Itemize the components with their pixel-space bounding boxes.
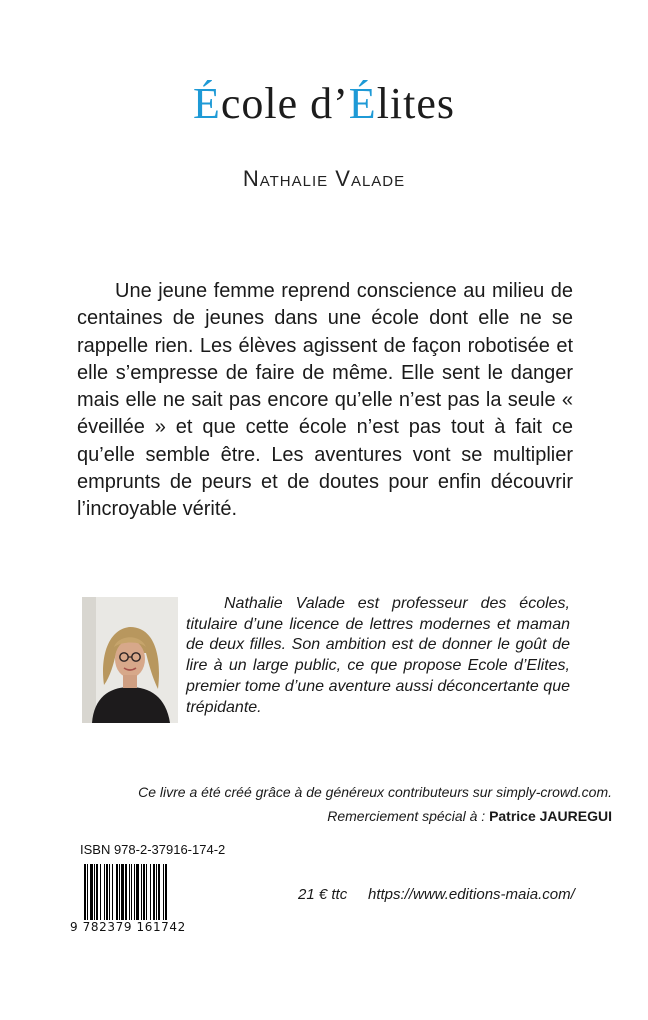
barcode-bar	[87, 864, 88, 920]
author-portrait-image	[82, 597, 178, 723]
barcode-bar	[153, 864, 155, 920]
special-thanks-name: Patrice JAUREGUI	[489, 808, 612, 824]
barcode-bar	[104, 864, 105, 920]
barcode-bar	[100, 864, 101, 920]
title-part-1: cole d’	[220, 79, 349, 128]
price: 21 € ttc	[298, 886, 348, 903]
barcode-bar	[84, 864, 86, 920]
author-photo	[82, 597, 178, 723]
barcode-bar	[136, 864, 139, 920]
barcode-bar	[146, 864, 147, 920]
barcode-icon	[80, 862, 196, 924]
author-name	[0, 166, 648, 192]
author-biography: Nathalie Valade est professeur des écoles, titulaire d’une licence de lettres modernes et maman de deux filles. Son ambition est de donner le goût de lire à un large public, ce que propose Ecole d’Elites, premier tome d’une aventure aussi déconcertante que trépidante.	[186, 595, 570, 716]
barcode-bar	[141, 864, 142, 920]
barcode-bar	[134, 864, 135, 920]
barcode-bar	[106, 864, 108, 920]
barcode-bar	[129, 864, 130, 920]
isbn-label: ISBN 978-2-37916-174-2	[80, 842, 226, 857]
barcode-bar	[121, 864, 124, 920]
book-title	[0, 78, 648, 129]
crowdfunding-credit: Ce livre a été créé grâce à de généreux contributeurs sur simply-crowd.com.	[138, 784, 612, 800]
author-first-name: Nathalie	[242, 166, 329, 191]
barcode-bar	[90, 864, 93, 920]
barcode-bar	[116, 864, 118, 920]
barcode	[80, 862, 196, 924]
special-thanks-label: Remerciement spécial à :	[327, 808, 490, 824]
barcode-bar	[96, 864, 98, 920]
book-summary: Une jeune femme reprend conscience au milieu de centaines de jeunes dans une école dont elle ne se rappelle rien. Les élèves agissent de façon robotisée et elle s’empresse de faire de même. Elle sent le danger mais elle ne sait pas encore qu’elle n’est pas la seule « éveillée » et que cette école n’est pas tout à fait ce qu’elle semble être. Les aventures vont se multiplier emprunts de peurs et de doutes pour enfin découvrir l’incroyable vérité.	[77, 280, 573, 521]
title-initial-e2: É	[348, 79, 377, 128]
barcode-bar	[165, 864, 167, 920]
barcode-bar	[156, 864, 157, 920]
barcode-bar	[163, 864, 164, 920]
barcode-bar	[125, 864, 127, 920]
barcode-bar	[131, 864, 132, 920]
author-last-name: Valade	[335, 166, 406, 191]
barcode-digits: 9 782379 161742	[70, 920, 186, 934]
title-part-2: lites	[376, 79, 456, 128]
barcode-bar	[94, 864, 95, 920]
barcode-bar	[143, 864, 145, 920]
barcode-bar	[119, 864, 120, 920]
special-thanks	[138, 804, 612, 828]
barcode-bar	[109, 864, 110, 920]
barcode-bar	[158, 864, 160, 920]
credits-block	[138, 780, 612, 828]
publisher-website[interactable]: https://www.editions-maia.com/	[368, 886, 575, 903]
barcode-bar	[150, 864, 151, 920]
title-initial-e: É	[192, 79, 221, 128]
barcode-bar	[112, 864, 113, 920]
